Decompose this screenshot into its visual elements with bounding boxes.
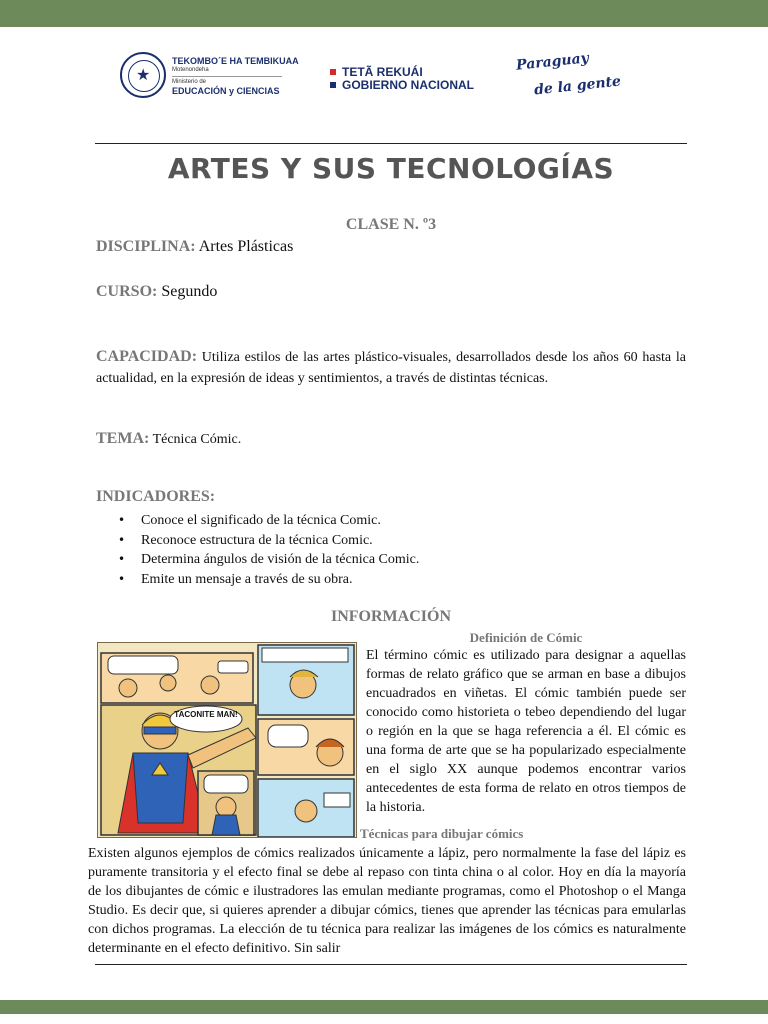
national-seal-icon: ★ — [120, 52, 166, 98]
brand-line-2: de la gente — [533, 73, 622, 99]
curso-value: Segundo — [161, 283, 218, 300]
government-name: GOBIERNO NACIONAL — [342, 78, 474, 92]
brand-line-1: Paraguay — [515, 50, 590, 74]
blue-square-icon — [330, 82, 336, 88]
ministry-name-guarani: TEKOMBO´E HA TEMBIKUAA — [172, 56, 299, 66]
curso-field — [96, 283, 217, 301]
list-item: • Determina ángulos de visión de la técnica Comic. — [118, 550, 419, 570]
indicadores-heading: INDICADORES: — [96, 488, 216, 505]
disciplina-field — [96, 238, 293, 256]
list-item: • Reconoce estructura de la técnica Comic. — [118, 531, 419, 551]
definicion-paragraph: El término cómic es utilizado para designar a aquellas formas de relato gráfico que se arman en base a dibujos encuadrados en viñetas. El cómic también puede ser conocido como historieta o tebeo dependiendo del lugar o región en la que se haga referencia a él. El cómic es una forma de arte que se ha popularizado especialmente en el siglo XX aunque podemos encontrar varios antecedentes de esta forma de relato en otros tiempos de la historia. — [366, 648, 686, 815]
informacion-heading: INFORMACIÓN — [331, 608, 451, 625]
footer-rule — [95, 964, 687, 965]
logo-divider — [172, 76, 282, 77]
tema-field — [96, 430, 241, 448]
top-color-bar — [0, 0, 768, 27]
tema-value: Técnica Cómic. — [152, 432, 242, 447]
class-number: CLASE N. º3 — [345, 216, 437, 233]
ministry-logo — [120, 52, 300, 102]
indicadores-list — [118, 511, 419, 589]
comic-illustration — [97, 642, 357, 838]
tecnicas-heading: Técnicas para dibujar cómics — [360, 826, 524, 841]
tema-label: TEMA: — [96, 430, 150, 447]
ministry-label: Ministerio de — [172, 79, 207, 85]
curso-label: CURSO: — [96, 283, 158, 300]
government-name-guarani: TETÃ REKUÁI — [342, 65, 423, 79]
ministry-subtitle: Motenondeha — [172, 67, 209, 73]
ministry-name: EDUCACIÓN y CIENCIAS — [172, 86, 280, 96]
bottom-color-bar — [0, 1000, 768, 1014]
disciplina-value: Artes Plásticas — [198, 238, 294, 255]
disciplina-label: DISCIPLINA: — [96, 238, 196, 255]
comic-bubble-text: TACONITE MAN! — [174, 710, 238, 719]
page-title: ARTES Y SUS TECNOLOGÍAS — [167, 152, 615, 185]
header-rule — [95, 143, 687, 144]
paraguay-brand-logo — [515, 50, 622, 104]
definicion-heading: Definición de Cómic — [469, 630, 583, 645]
list-item: • Conoce el significado de la técnica Comic. — [118, 511, 419, 531]
capacidad-paragraph — [96, 346, 686, 389]
red-square-icon — [330, 69, 336, 75]
comic-strip-drawing — [98, 643, 357, 838]
capacidad-text: Utiliza estilos de las artes plástico-visuales, desarrollados desde los años 60 hasta la actualidad, en la expresión de ideas y sentimientos, a través de distintas técnicas. — [96, 350, 686, 386]
capacidad-label: CAPACIDAD: — [96, 348, 198, 365]
tecnicas-paragraph: Existen algunos ejemplos de cómics realizados únicamente a lápiz, pero normalmente la fase del lápiz es puramente transitoria y el efecto final se debe al repaso con tinta china o al color. Hoy en día la mayoría de los dibujantes de cómic e ilustradores las emulan mediante programas, como el Photoshop o el Manga Studio. Es decir que, si quieres aprender a dibujar cómics, tienes que aprender las técnicas para emularlas con dichos programas. La elección de tu técnica para realizar las imágenes de los cómics es naturalmente determinante en el efecto definitivo. Sin salir — [88, 846, 686, 956]
list-item: • Emite un mensaje a través de su obra. — [118, 570, 419, 590]
government-logo — [328, 66, 488, 96]
